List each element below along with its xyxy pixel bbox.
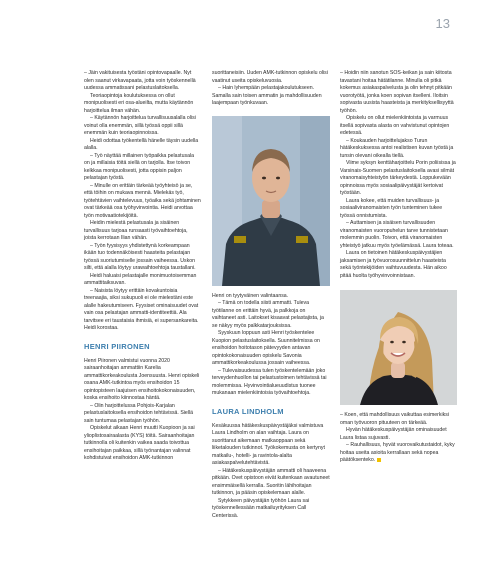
page-number: 13	[435, 16, 450, 31]
section-heading-henri: HENRI PIIRONEN	[84, 341, 150, 351]
article-end-mark-icon	[377, 458, 381, 462]
paragraph: Heidi haluaisi pelastajalle monimuotoisemman ammattitaiksuvan.	[84, 272, 197, 286]
paragraph: Laura on tietoinen hätäkeskuspäivystäjien jaksamisen ja työvuorosuunnittelun haasteista sekä työntekijöiden vaihtuvuudesta. Hän aikoo pitää huolta työhyvinvoinnistaan.	[340, 250, 447, 279]
paragraph: Opiskelu on ollut mielenkiintoista ja varmuus itsellä sopivasta alasta on vahvistunut opintojen edetessä.	[340, 115, 450, 136]
paragraph: Henri Piironen valmistui vuonna 2020 sairaanhoitajan ammattiin Karelia ammattikorkeakoulusta Joensuusta. Henri opiskeli osana AMK-tutkintoa myös ensihoidon 15 opintopisteen laajuisen ensihoitokokonaisuuden, koska ensihoito kiinnostaa häntä.	[84, 357, 200, 401]
paragraph: – Työn fyysisyys yhdistettynä korkeampaan ikään tuo todennäköisesti haasteita pelastajan työssä suoriutumiselle jossain vaiheessa. Uskon silti, että alalla löytyy urawaihtoehtoja taustallani.	[84, 242, 196, 271]
paragraph: Syyskuun loppuun asti Henri työskentelee Kuopion pelastuslaitoksella. Suunnitelmissa on ensihoidon hoitotason pätevyyden antavan opintokokonaisuuden opiskelu Savonia ammattikorkeakoulussa jossain vaiheessa.	[212, 330, 320, 366]
paragraph: – Minulle on erittäin tärkeää työyhteisö ja se, että töihin on mukava mennä. Mielekäs työ, työtehtävien vaihtelevuus, työaika sekä johtaminen ovat tärkeää osa työhyvinvointia. Heidi arvottaa työn motivaatiotekijöitä.	[84, 182, 201, 219]
col1-henri-paragraphs	[84, 358, 201, 463]
paragraph: – Hoidin niin sanotun SOS-keikan ja sain kiitosta tavastani hoitaa hätätilanne. Minulla oli pitkä kokemus asiakaspalvelusta ja olin tehnyt pitkään vuorotyötä, jonka koen sopivan itselleni. Iloitsin sopivasta uusista haasteista ja merkityksellisyyttä työhön.	[340, 70, 454, 114]
paragraph: Heidi odottaa työkentellä hänelle täysin uudella alalla.	[84, 137, 199, 151]
column-2	[212, 70, 330, 520]
laura-portrait-photo	[340, 290, 457, 405]
paragraph	[340, 442, 457, 465]
paragraph: Henri on tyytyväinen valintaansa.	[212, 292, 289, 299]
column-3	[340, 70, 457, 465]
col1-intro-paragraphs	[84, 70, 201, 333]
paragraph: – Auttamisen ja sisäisen turvallisuuden viranomaisten vuoropuhelun tarve tunnistetaan molemmin puolin. Toivon, että viranomaisten yhteistyö jatkuu myös työelämässä. Laura toteaa.	[340, 220, 454, 249]
paragraph: – Naisista löytyy erittäin kovakuntoisia treenaajia, siksi sukupuoli ei ole mielestäni este alalle hakeutumiseen. Fyysiset ominaisuudet ovat vain osa pelastajan ammatti-identiteettiä. Ala tarvitsee eri taustaisia ihmisiä, ei supersankareita. Heidi korostaa.	[84, 287, 199, 331]
paragraph: Hyvän hätäkeskuspäivystäjän ominaisuudet Laura listaa sujuvasti.	[340, 427, 447, 441]
paragraph: Teoriaopintoja koulutuksessa on ollut monipuolisesti eri osa-alueilta, mutta käytännön harjoittelua ilman vähän.	[84, 92, 194, 114]
paragraph: Opiskelut aikaan Henri muutti Kuopioon ja sai ylioplistosairaalasta (KYS) töitä. Sairaanhoitajan tutkinnolla oli kuitenkin vaikea saada toivottua ensihoitajan paikkaa, sillä työnantajan valinnat kohdistuivat ensihoidon AMK-tutkinnon	[84, 425, 195, 461]
paragraph: Sytykkeen päivystäjän työhön Laura sai työskennellessään matkailuyrityksen Call Centerissä.	[212, 497, 310, 519]
paragraph: – Jäin vakituisesta työstäni opintovapaalle. Nyt olen saanut virkavapaata, jotta voin työskennellä uudessa ammatissani pelastuslaitoksella.	[84, 70, 196, 91]
paragraph: – Käytännön harjoittelua turvallisuusalalla olisi voinut olla enemmän, sillä työssä oppii sillä enemmän kuin teoriaopinnoissa.	[84, 115, 196, 136]
paragraph: – Hain lyhempään pelastajakoulutukseen. Samalla sain toisen ammatin ja mahdollisuuden laajempaan työnkuvaan.	[212, 85, 322, 106]
woman-portrait-icon	[340, 290, 457, 405]
paragraph: Viime syksyn kenttäharjoittelu Porin poliisissa ja Varsinais-Suomen pelastuslaitoksella avasi silmät viranomaisyhteistyön tärkeydestä. Loppukevään opinnoissa myös sosiaalipäivystäjät kertoivat työstään.	[340, 160, 456, 196]
henri-portrait-photo	[212, 116, 330, 286]
paragraph: – Työ näyttää millainen työpaikka pelastusala on ja millaisia töitä siellä on tarjolla. Itse toivon kelkkaa monipuolisesti, jotta oppisin paljon pelastajan työstä.	[84, 152, 195, 181]
paragraph: Heidin mielestä pelastusala ja sisäinen turvallisuus tarjoaa runsaasti työvaihtoehtoja, joista kerrotaan Ilian vähän.	[84, 220, 188, 241]
paragraph: – Tulevaisuudessa tulen työskentelemään joko terveydenhuollon tai pelastustoimen tehtävissä tai molemmissa. Hyvinvointialueuudistus tuonee mukanaan mielenkiintoisia työvaihtoehtoja.	[212, 367, 327, 396]
column-1	[84, 70, 201, 463]
paragraph: – Olin harjoittelussa Pohjois-Karjalan pelastuslaitoksella ensihoidon tehtävissä. Siellä sain tuntumaa pelastajan työhön.	[84, 402, 194, 424]
paragraph: – Koen, että mahdollisuus vaikuttaa esimerkiksi oman työvuoron pituuteen on tärkeää.	[340, 412, 449, 426]
paragraph: – Tämä on todella siisti ammatti. Tuleva työtilanne on erittäin hyvä, ja palkkoja on vaihtaneet asti. Laitokset kisaavat pelastajista, ja se näkyy myös palkkatarjouksissa.	[212, 300, 324, 329]
paragraph: suorittaneisiin. Uuden AMK-tutkinnon opiskelu olisi vaatinut useita opiskeluvuosia.	[212, 70, 328, 84]
paragraph: Kesäkuussa hätäkeskuspäivystäjäksi valmistuva Laura Lindholm on alan vaihtaja. Laura on suorittanut aikemaan matkaoppaan sekä liiketalouden tutkinnot. Työkokemusta on kertynyt matkailu-, hotelli- ja ravintola-alalta asiakaspalvelutehtävistä.	[212, 422, 325, 466]
paragraph: – Koukauden harjoittelujakso Turun hätäkeskuksessa antoi realistisen kuvan työstä ja tunsin olevani oikealla tiellä.	[340, 137, 454, 159]
section-heading-laura: LAURA LINDHOLM	[212, 406, 284, 416]
paragraph: Laura kokee, että muiden turvallisuus- ja sosiaaliviranomaisten työn tunteminen tukee työssä onnistumista.	[340, 197, 443, 219]
man-portrait-icon	[212, 116, 330, 286]
paragraph-text: – Rauhallisuus, hyvät vuorovaikutustaidot, kyky hoitaa useita asioita kerrallaan sekä nopea päätöksenteko.	[340, 442, 455, 463]
paragraph: – Hätäkeskuspäivystäjän ammatti oli haaveena pitkään. Ovet opistoon eivät kuitenkaan avautuneet ensimmäisellä kerralla. Suoritin lähihoitajan tutkinnon, ja pääsin opiskelemaan alalle.	[212, 467, 330, 496]
